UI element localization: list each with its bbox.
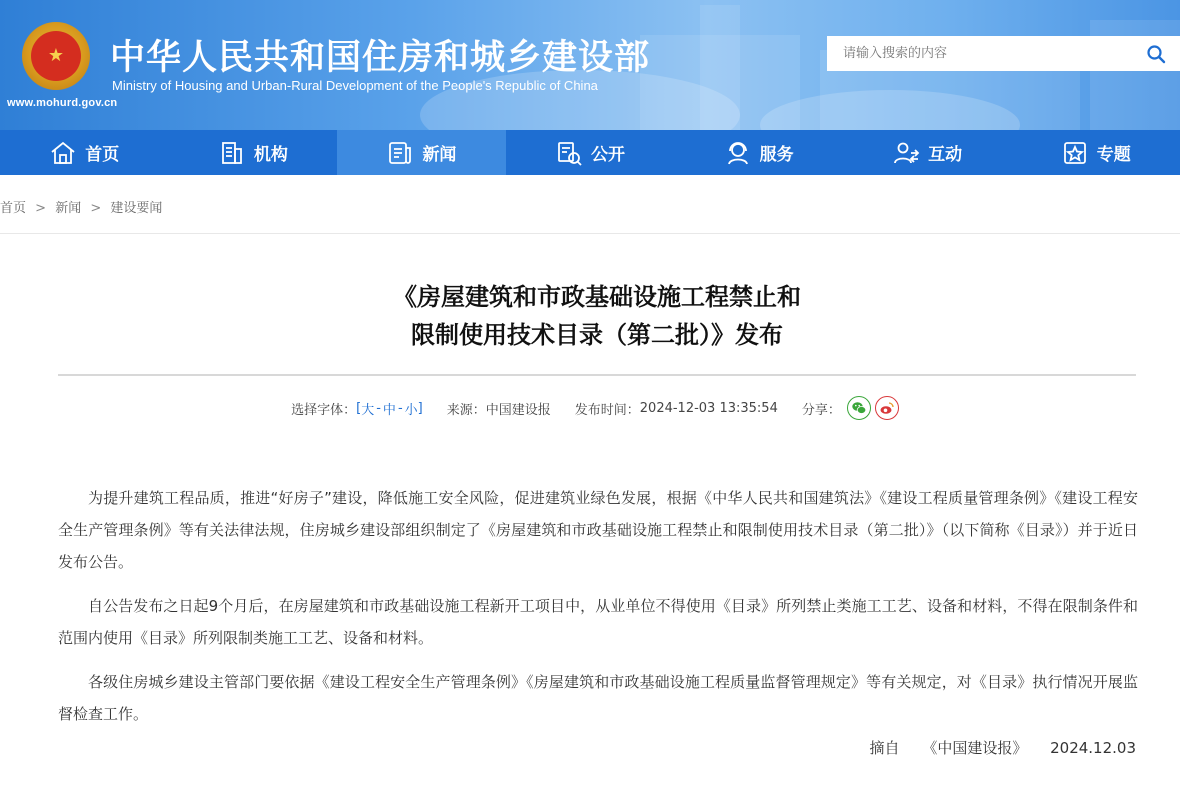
disclosure-icon <box>555 139 583 167</box>
site-title[interactable]: 中华人民共和国住房和城乡建设部 <box>110 38 651 78</box>
source-label: 来源： <box>446 402 486 418</box>
nav-item-home[interactable] <box>0 130 169 175</box>
article-title-line: 《房屋建筑和市政基础设施工程禁止和 <box>393 283 801 311</box>
font-size-medium-button[interactable]: 中 <box>382 402 396 418</box>
nav-item-label: 新闻 <box>422 145 457 165</box>
bracket-close: ] <box>417 400 423 416</box>
source-value: 中国建设报 <box>485 402 551 418</box>
building-icon <box>218 139 246 167</box>
share-label: 分享： <box>801 402 841 418</box>
nav-item-interaction[interactable] <box>843 130 1012 175</box>
service-icon <box>724 139 752 167</box>
nav-item-label: 首页 <box>85 145 120 165</box>
divider <box>0 233 1180 234</box>
nav-item-organization[interactable] <box>169 130 338 175</box>
article-title-line: 限制使用技术目录（第二批）》发布 <box>411 321 783 349</box>
publish-time-label: 发布时间： <box>574 402 640 418</box>
article-paragraph: 各级住房城乡建设主管部门要依据《建设工程安全生产管理条例》《房屋建筑和市政基础设施工程质量监督管理规定》等有关规定，对《目录》执行情况开展监督检查工作。 <box>58 673 1138 723</box>
news-icon <box>386 139 414 167</box>
search-icon[interactable] <box>1146 44 1166 64</box>
topic-icon <box>1061 139 1089 167</box>
article-paragraph: 为提升建筑工程品质，推进“好房子”建设，降低施工安全风险，促进建筑业绿色发展，根据《中华人民共和国建筑法》《建设工程质量管理条例》《建设工程安全生产管理条例》等有关法律法规，住房城乡建设部组织制定了《房屋建筑和市政基础设施工程禁止和限制使用技术目录（第二批）》（以下简称《目录》）并于近日发布公告。 <box>58 489 1138 571</box>
bracket-open: [ <box>356 400 362 416</box>
national-emblem-icon[interactable]: ★ <box>22 22 90 90</box>
breadcrumb-separator: > <box>35 201 47 216</box>
nav-item-label: 互动 <box>928 145 963 165</box>
breadcrumb-construction-news[interactable]: 建设要闻 <box>110 201 163 216</box>
excerpt-date: 2024.12.03 <box>1050 739 1136 757</box>
nav-item-service[interactable] <box>674 130 843 175</box>
separator: - <box>376 400 381 416</box>
excerpt-label: 摘自 <box>869 739 900 757</box>
font-size-small-button[interactable]: 小 <box>404 402 418 418</box>
article-paragraph: 自公告发布之日起9个月后，在房屋建筑和市政基础设施工程新开工项目中，从业单位不得使用《目录》所列禁止类施工工艺、设备和材料，不得在限制条件和范围内使用《目录》所列限制类施工工艺、设备和材料。 <box>58 597 1138 647</box>
excerpt-source <box>870 737 1136 758</box>
article-source <box>447 399 551 418</box>
weibo-share-icon[interactable] <box>875 396 899 420</box>
breadcrumb-news[interactable]: 新闻 <box>55 201 82 216</box>
breadcrumb-separator: > <box>90 201 102 216</box>
breadcrumb <box>0 197 162 216</box>
main-nav <box>0 130 1180 175</box>
nav-item-news[interactable] <box>337 130 506 175</box>
font-size-large-button[interactable]: 大 <box>361 402 375 418</box>
font-size-label: 选择字体： <box>291 402 357 418</box>
site-url: www.mohurd.gov.cn <box>7 97 118 109</box>
breadcrumb-home[interactable]: 首页 <box>0 201 27 216</box>
publish-time <box>575 399 778 418</box>
excerpt-source-name: 《中国建设报》 <box>922 739 1028 757</box>
share-group <box>802 396 899 420</box>
search-input[interactable] <box>827 36 1127 71</box>
home-icon <box>49 139 77 167</box>
nav-item-disclosure[interactable] <box>506 130 675 175</box>
nav-item-label: 专题 <box>1096 145 1131 165</box>
article-title <box>0 278 1180 354</box>
publish-time-value: 2024-12-03 13:35:54 <box>639 400 778 416</box>
wechat-share-icon[interactable] <box>847 396 871 420</box>
site-header-banner <box>0 0 1180 130</box>
interaction-icon <box>892 139 920 167</box>
nav-item-label: 服务 <box>759 145 794 165</box>
nav-item-topic[interactable] <box>1011 130 1180 175</box>
banner-decoration <box>700 5 740 130</box>
font-size-selector <box>291 399 423 418</box>
nav-item-label: 公开 <box>591 145 626 165</box>
separator: - <box>397 400 403 416</box>
article-body <box>58 482 1138 742</box>
search-box <box>827 36 1180 71</box>
title-divider <box>58 374 1136 376</box>
site-title-english: Ministry of Housing and Urban-Rural Development of the People's Republic of China <box>112 78 598 93</box>
nav-item-label: 机构 <box>253 145 288 165</box>
article-meta <box>0 396 1180 420</box>
